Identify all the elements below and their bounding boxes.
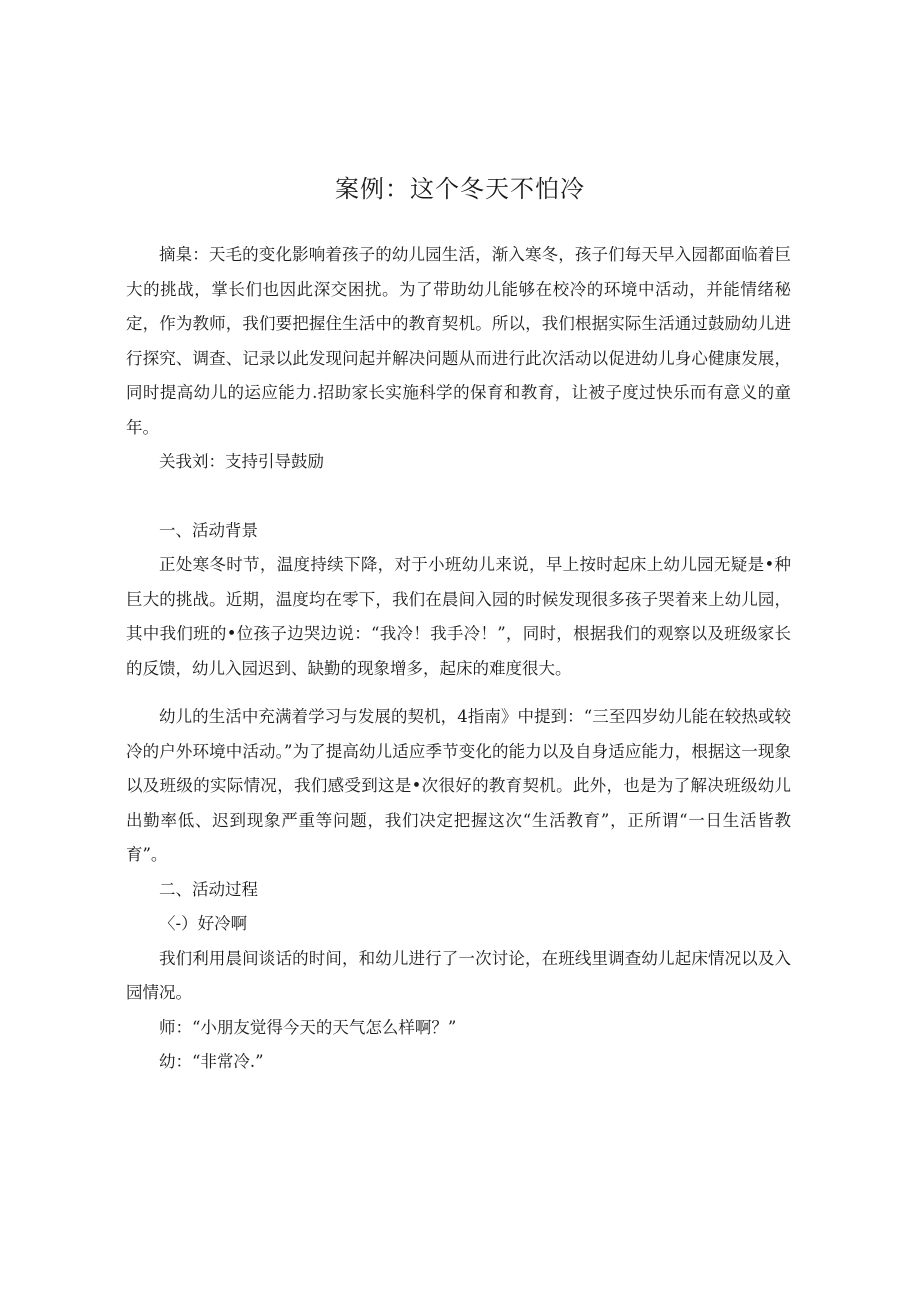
document-title: 案例：这个冬天不怕冷 [335,175,585,203]
section-heading-background: 一、活动背景 [159,520,258,540]
abstract-paragraph: 摘臬：天毛的变化影响着孩子的幼儿园生活，渐入寒冬，孩子们每天早入园都面临着巨大的挑战，掌长们也因此深交困扰。为了带助幼儿能够在校冷的环境中活动，并能情绪秘定，作为教师，我们要把握住生活中的教育契机。所以，我们根据实际生活通过鼓励幼儿进行探究、调查、记录以此发现问起并解决问题从而进行此次活动以促进幼儿身心健康发展，同时提高幼儿的运应能力.招助家长实施科学的保育和教育，让被子度过快乐而有意义的童年。 [126,245,791,437]
guide-paragraph: 幼儿的生活中充满着学习与发展的契机，4指南》中提到：“三至四岁幼儿能在较热或较冷的户外环境中活动。”为了提高幼儿适应季节变化的能力以及自身适应能力，根据这一现象以及班级的实际情况，我们感受到这是•次很好的教育契机。此外，也是为了解决班级幼儿出勤率低、迟到现象严重等问题，我们决定把握这次“生活教育”，正所谓“一日生活皆教育”。 [126,707,791,864]
discussion-paragraph: 我们利用晨间谈话的时间，和幼儿进行了一次讨论，在班线里调查幼儿起床情况以及入园情况。 [126,948,791,1002]
subsection-heading-cold: 〈-）好冷啊 [159,914,248,933]
child-dialogue: 幼：“非常冷.” [159,1052,264,1071]
keywords-paragraph: 关我刘：支持引导鼓励 [159,452,324,471]
teacher-dialogue: 师：“小朋友觉得今天的天气怎么样啊？” [159,1017,457,1037]
document-body [126,238,791,1080]
section-heading-process: 二、活动过程 [159,879,258,899]
background-paragraph: 正处寒冬时节，温度持续下降，对于小班幼儿来说，早上按时起床上幼儿园无疑是•种巨大的挑战。近期，温度均在零下，我们在晨间入园的时候发现很多孩子哭着来上幼儿园，其中我们班的•位孩子边哭边说：“我冷！我手冷！”，同时，根据我们的观察以及班级家长的反馈，幼儿入园迟到、缺勤的现象增多，起床的难度很大。 [126,555,791,678]
